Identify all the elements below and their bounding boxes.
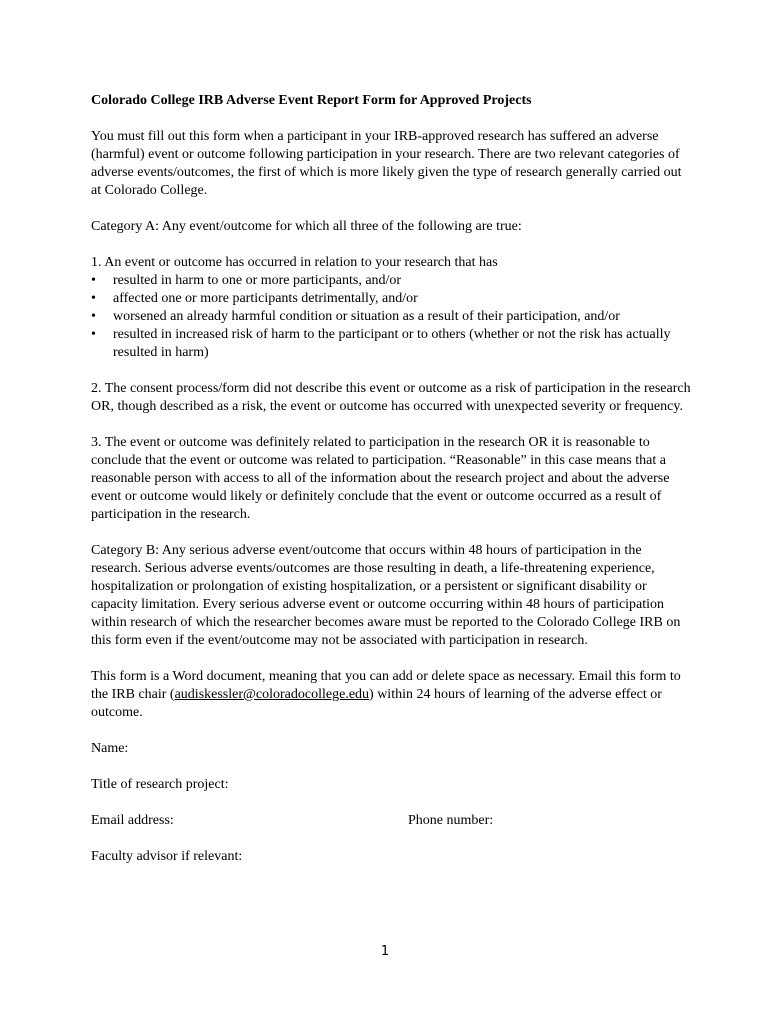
irb-email-link[interactable]: audiskessler@coloradocollege.edu <box>174 687 370 702</box>
bullet-icon: • <box>91 291 96 306</box>
faculty-advisor-label: Faculty advisor if relevant: <box>91 849 243 864</box>
name-label: Name: <box>91 741 129 756</box>
bullet-text: worsened an already harmful condition or situation as a result of their participation, and/or <box>113 309 620 324</box>
bullet-icon: • <box>91 273 96 288</box>
item-1-bullet-list <box>91 272 691 362</box>
bullet-text: resulted in increased risk of harm to the participant or to others (whether or not the risk has actually resulted in harm) <box>113 327 671 360</box>
instructions-text-after: ) within 24 hours of learning of the adverse effect or outcome. <box>91 687 662 720</box>
name-field-row <box>91 740 691 758</box>
bullet-icon: • <box>91 327 96 342</box>
submission-instructions <box>91 668 691 722</box>
document-title: Colorado College IRB Adverse Event Report Form for Approved Projects <box>91 93 532 108</box>
item-3-paragraph: 3. The event or outcome was definitely related to participation in the research OR it is reasonable to conclude that the event or outcome was related to participation. “Reasonable” in this case means that a reasonable person with access to all of the information about the research project and about the adverse event or outcome would likely or definitely conclude that the event or outcome occurred as a result of participation in the research. <box>91 435 670 522</box>
document-page <box>91 92 691 884</box>
list-item <box>91 272 691 290</box>
bullet-text: affected one or more participants detrimentally, and/or <box>113 291 418 306</box>
faculty-advisor-field-row <box>91 848 691 866</box>
email-address-label: Email address: <box>91 813 174 828</box>
item-2-paragraph: 2. The consent process/form did not describe this event or outcome as a risk of participation in the research OR, though described as a risk, the event or outcome has occurred with unexpected severity or frequency. <box>91 381 691 414</box>
bullet-text: resulted in harm to one or more participants, and/or <box>113 273 402 288</box>
category-b-paragraph: Category B: Any serious adverse event/outcome that occurs within 48 hours of participation in the research. Serious adverse events/outcomes are those resulting in death, a life-threatening experience, hospitalization or prolongation of existing hospitalization, or a persistent or significant disability or capacity limitation. Every serious adverse event or outcome occurring within 48 hours of participation within research of which the researcher becomes aware must be reported to the Colorado College IRB on this form even if the event/outcome may not be associated with participation in research. <box>91 543 681 648</box>
project-title-label: Title of research project: <box>91 777 229 792</box>
item-1-intro: 1. An event or outcome has occurred in relation to your research that has <box>91 255 498 270</box>
category-a-heading: Category A: Any event/outcome for which all three of the following are true: <box>91 219 522 234</box>
list-item <box>91 308 691 326</box>
intro-paragraph: You must fill out this form when a participant in your IRB-approved research has suffered an adverse (harmful) event or outcome following participation in your research. There are two relevant categories of adverse events/outcomes, the first of which is more likely given the type of research generally carried out at Colorado College. <box>91 129 682 198</box>
instructions-text-before: This form is a Word document, meaning that you can add or delete space as necessary. Email this form to the IRB chair ( <box>91 669 681 702</box>
project-title-field-row <box>91 776 691 794</box>
contact-field-row <box>91 812 691 830</box>
list-item <box>91 290 691 308</box>
list-item <box>91 326 691 362</box>
phone-number-label: Phone number: <box>408 813 494 828</box>
page-number: 1 <box>380 944 390 959</box>
bullet-icon: • <box>91 309 96 324</box>
